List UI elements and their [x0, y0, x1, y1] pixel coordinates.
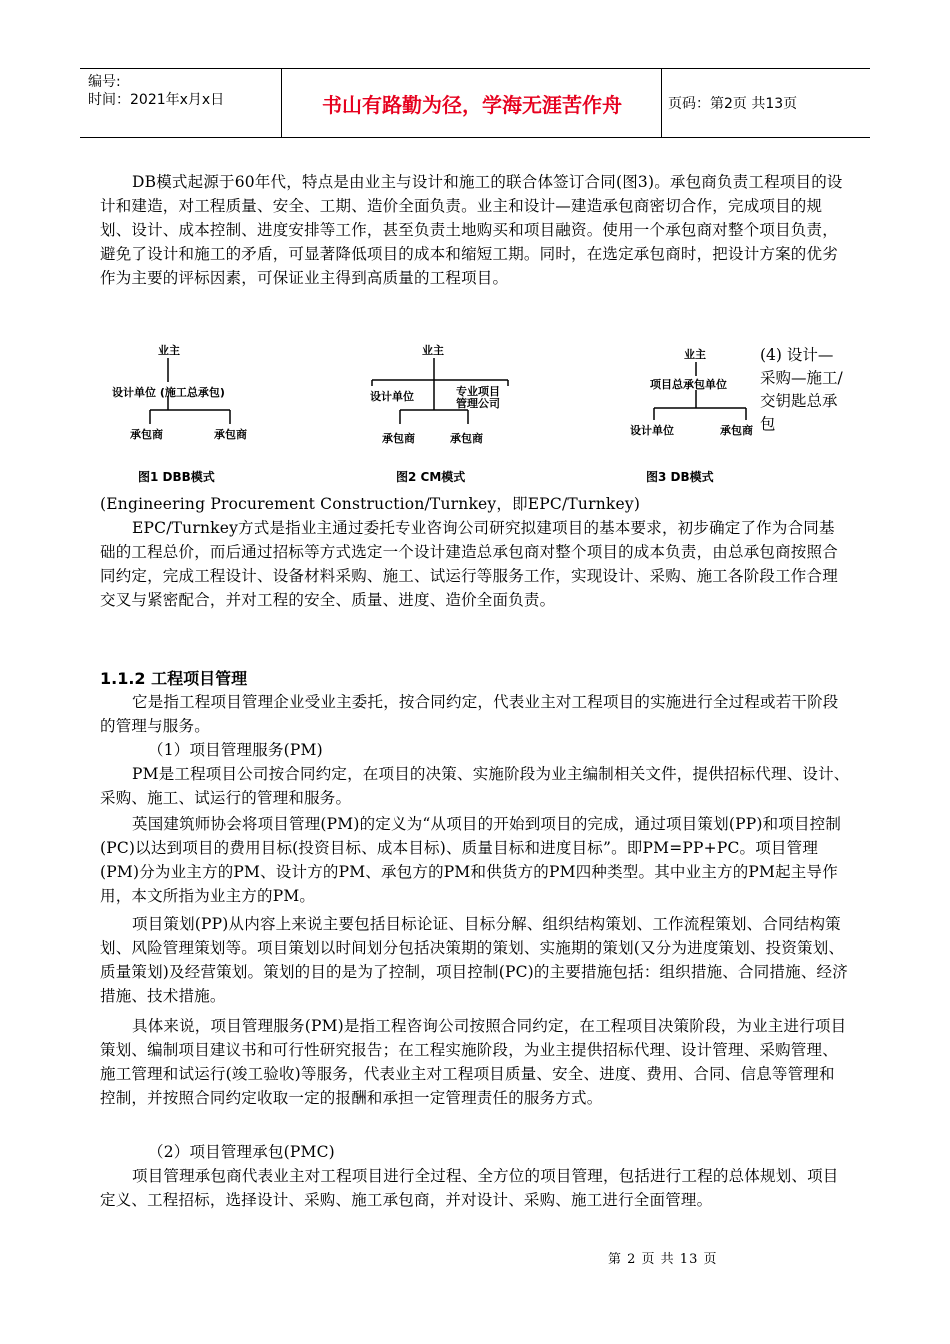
paragraph-pm-service: 具体来说，项目管理服务(PM)是指工程咨询公司按照合同约定，在工程项目决策阶段，为业主进行项目策划、编制项目建议书和可行性研究报告；在工程实施阶段，为业主提供招标代理、设计管理、采购管理、施工管理和试运行(竣工验收)等服务，代表业主对工程项目质量、安全、进度、费用、合同、信息等管理和控制，并按照合同约定收取一定的报酬和承担一定管理责任的服务方式。 — [100, 1017, 847, 1107]
paragraph-pm-definition: 英国建筑师协会将项目管理(PM)的定义为“从项目的开始到项目的完成，通过项目策划(PP)和项目控制(PC)以达到项目的费用目标(投资目标、成本目标)、质量目标和进度目标”。即PM=PP+PC。项目管理(PM)分为业主方的PM、设计方的PM、承包方的PM和供货方的PM四种类型。其中业主方的PM起主导作用，本文所指为业主方的PM。 — [100, 815, 842, 905]
paragraph-pp: 项目策划(PP)从内容上来说主要包括目标论证、目标分解、组织结构策划、工作流程策划、合同结构策划、风险管理策划等。项目策划以时间划分包括决策期的策划、实施期的策划(又分为进度策划、投资策划、质量策划)及经营策划。策划的目的是为了控制，项目控制(PC)的主要措施包括：组织措施、合同措施、经济措施、技术措施。 — [100, 915, 848, 1005]
paragraph-project-management: 它是指工程项目管理企业受业主委托，按合同约定，代表业主对工程项目的实施进行全过程或若干阶段的管理与服务。 — [100, 693, 839, 735]
fig2-cm-company: 专业项目 管理公司 — [456, 385, 500, 410]
fig3-designer: 设计单位 — [630, 424, 674, 437]
date-label: 时间：2021年x月x日 — [88, 92, 225, 108]
page-footer: 第 2 页 共 13 页 — [608, 1252, 718, 1267]
page-header — [80, 68, 870, 138]
figure-db — [628, 344, 768, 490]
subheading-pm: （1）项目管理服务(PM) — [148, 741, 323, 759]
fig3-contractor: 承包商 — [720, 424, 753, 437]
fig2-designer: 设计单位 — [370, 390, 414, 403]
fig1-owner: 业主 — [158, 344, 180, 357]
epc-definition-line: (Engineering Procurement Construction/Turnkey，即EPC/Turnkey) — [100, 495, 641, 513]
header-motto: 书山有路勤为径，学海无涯苦作舟 — [283, 69, 662, 137]
header-meta — [80, 69, 282, 137]
figure-cm — [370, 340, 530, 490]
paragraph-pmc: 项目管理承包商代表业主对工程项目进行全过程、全方位的项目管理，包括进行工程的总体规划、项目定义、工程招标，选择设计、采购、施工承包商，并对设计、采购、施工进行全面管理。 — [100, 1167, 839, 1209]
fig2-contractor-2: 承包商 — [450, 432, 483, 445]
fig3-general-contractor: 项目总承包单位 — [650, 378, 727, 391]
side-note-epc: (4) 设计—采购—施工/交钥匙总承包 — [760, 346, 843, 433]
fig1-caption: 图1 DBB模式 — [138, 470, 215, 484]
fig1-designer: 设计单位 (施工总承包) — [112, 386, 225, 399]
paragraph-pm: PM是工程项目公司按合同约定，在项目的决策、实施阶段为业主编制相关文件，提供招标代理、设计、采购、施工、试运行的管理和服务。 — [100, 765, 850, 807]
paragraph-db-mode: DB模式起源于60年代，特点是由业主与设计和施工的联合体签订合同(图3)。承包商负责工程项目的设计和建造，对工程质量、安全、工期、造价全面负责。业主和设计—建造承包商密切合作，完成项目的规划、设计、成本控制、进度安排等工作，甚至负责土地购买和项目融资。使用一个承包商对整个项目负责，避免了设计和施工的矛盾，可显著降低项目的成本和缩短工期。同时，在选定承包商时，把设计方案的优劣作为主要的评标因素，可保证业主得到高质量的工程项目。 — [100, 173, 843, 287]
doc-number-label: 编号: — [88, 74, 121, 90]
fig3-owner: 业主 — [684, 348, 706, 361]
fig2-caption: 图2 CM模式 — [396, 470, 466, 484]
fig2-contractor-1: 承包商 — [382, 432, 415, 445]
figure-dbb — [110, 340, 290, 490]
fig3-caption: 图3 DB模式 — [646, 470, 714, 484]
fig2-owner: 业主 — [422, 344, 444, 357]
section-heading: 1.1.2 工程项目管理 — [100, 669, 248, 688]
paragraph-epc: EPC/Turnkey方式是指业主通过委托专业咨询公司研究拟建项目的基本要求，初步确定了作为合同基础的工程总价，而后通过招标等方式选定一个设计建造总承包商对整个项目的成本负责，由总承包商按照合同约定，完成工程设计、设备材料采购、施工、试运行等服务工作，实现设计、采购、施工各阶段工作合理交叉与紧密配合，并对工程的安全、质量、进度、造价全面负责。 — [100, 519, 838, 609]
fig1-contractor-1: 承包商 — [130, 428, 163, 441]
header-page-label: 页码：第2页 共13页 — [668, 96, 798, 112]
fig1-contractor-2: 承包商 — [214, 428, 247, 441]
subheading-pmc: （2）项目管理承包(PMC) — [148, 1143, 335, 1161]
